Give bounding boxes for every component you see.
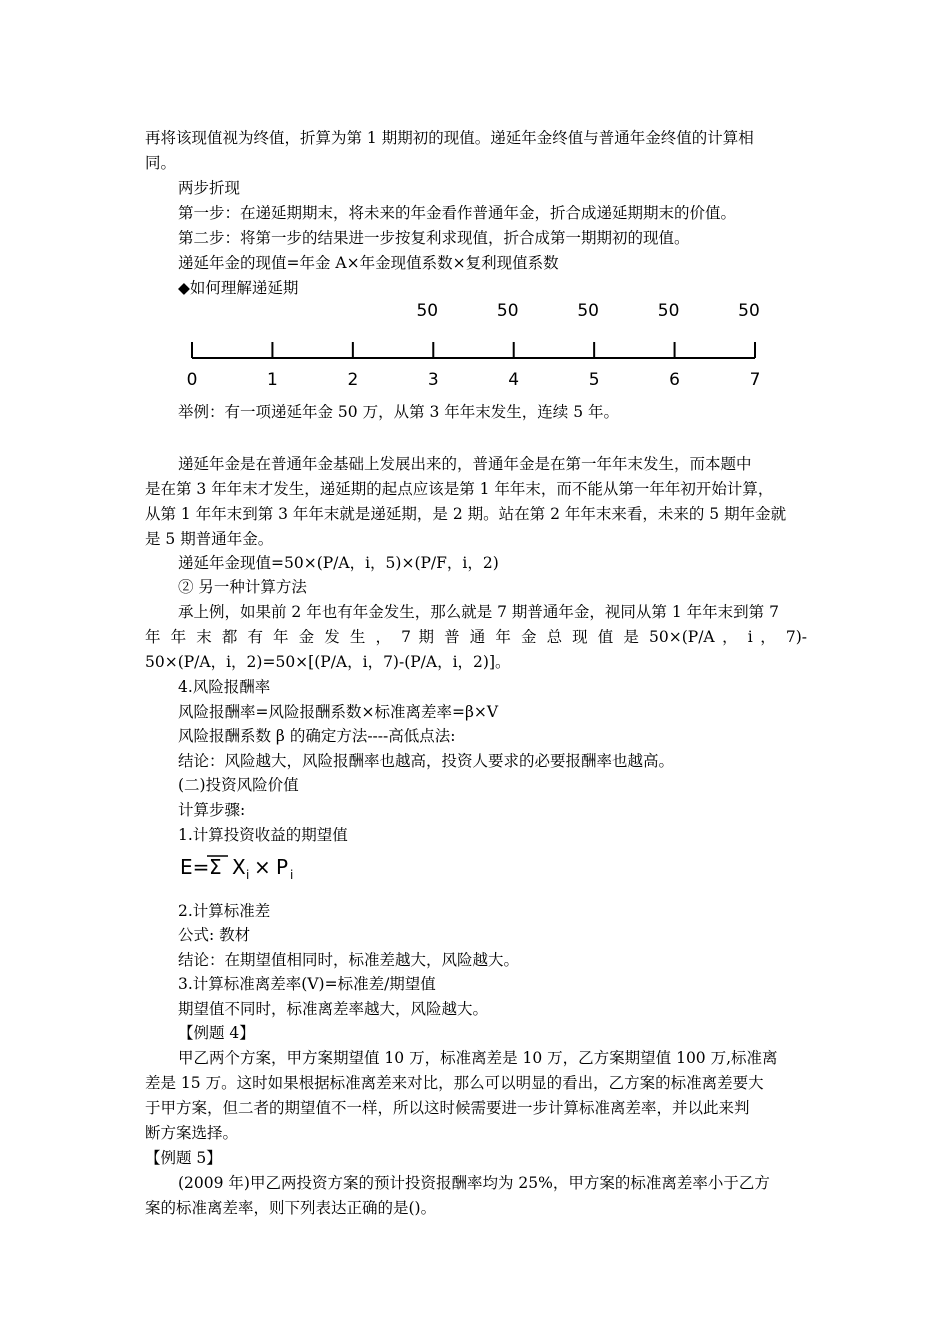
example-heading: 【例题 5】 bbox=[145, 1149, 222, 1167]
paragraph-line: 期望值不同时，标准离差率越大，风险越大。 bbox=[178, 1000, 489, 1018]
paragraph-line: 再将该现值视为终值，折算为第 1 期期初的现值。递延年金终值与普通年金终值的计算相 bbox=[145, 129, 754, 147]
paragraph-line: 递延年金是在普通年金基础上发展出来的，普通年金是在第一年年末发生，而本题中 bbox=[178, 455, 752, 473]
timeline-period-label: 2 bbox=[347, 370, 359, 390]
timeline-period-label: 3 bbox=[427, 370, 439, 390]
section-heading: 4.风险报酬率 bbox=[178, 678, 271, 696]
formula-p: P bbox=[276, 855, 289, 879]
paragraph-line: 从第 1 年年末到第 3 年年末就是递延期，是 2 期。站在第 2 年年末来看，未来的 5 期年金就 bbox=[145, 505, 787, 523]
timeline-period-label: 5 bbox=[588, 370, 600, 390]
paragraph-line: 2.计算标准差 bbox=[178, 902, 271, 920]
timeline-period-label: 7 bbox=[749, 370, 761, 390]
paragraph-line: 举例：有一项递延年金 50 万，从第 3 年年末发生，连续 5 年。 bbox=[178, 403, 620, 421]
example-heading: 【例题 4】 bbox=[178, 1024, 255, 1042]
timeline-period-label: 4 bbox=[508, 370, 520, 390]
section-heading: (二)投资风险价值 bbox=[178, 776, 299, 794]
paragraph-line: 结论：在期望值相同时，标准差越大，风险越大。 bbox=[178, 951, 520, 969]
paragraph-line: 甲乙两个方案，甲方案期望值 10 万，标准离差是 10 万，乙方案期望值 100 万,标准离 bbox=[178, 1049, 778, 1067]
formula-times: × bbox=[254, 855, 271, 879]
paragraph-line: 是在第 3 年年末才发生，递延期的起点应该是第 1 年年末，而不能从第一年年初开始计算， bbox=[145, 480, 774, 498]
expected-value-formula bbox=[180, 850, 310, 886]
formula-lhs: E= bbox=[180, 855, 210, 879]
paragraph-line: 风险报酬率=风险报酬系数×标准离差率=β×V bbox=[178, 703, 499, 721]
timeline-period-label: 0 bbox=[186, 370, 198, 390]
paragraph-line: 断方案选择。 bbox=[145, 1124, 239, 1142]
formula-x-subscript: i bbox=[246, 868, 250, 882]
paragraph-line: 第二步：将第一步的结果进一步按复利求现值，折合成第一期期初的现值。 bbox=[178, 229, 690, 247]
deferral-timeline-diagram bbox=[175, 296, 775, 396]
paragraph-line: ② 另一种计算方法 bbox=[178, 578, 307, 596]
bullet-heading: ◆如何理解递延期 bbox=[178, 279, 299, 297]
paragraph-line: 是 5 期普通年金。 bbox=[145, 530, 274, 548]
paragraph-line: 年 年 末 都 有 年 金 发 生 ， 7 期 普 通 年 金 总 现 值 是 50×(P/A ， i ， 7)- bbox=[145, 628, 807, 646]
paragraph-line: 同。 bbox=[145, 154, 177, 172]
paragraph-line: 差是 15 万。这时如果根据标准离差来对比，那么可以明显的看出，乙方案的标准离差要大 bbox=[145, 1074, 764, 1092]
timeline-period-label: 6 bbox=[669, 370, 680, 390]
paragraph-line: 3.计算标准离差率(V)=标准差/期望值 bbox=[178, 975, 436, 993]
timeline-period-label: 1 bbox=[267, 370, 278, 390]
paragraph-line: 风险报酬系数 β 的确定方法----高低点法: bbox=[178, 727, 456, 745]
paragraph-line: 第一步：在递延期期末，将未来的年金看作普通年金，折合成递延期期末的价值。 bbox=[178, 204, 737, 222]
paragraph-line: 计算步骤: bbox=[178, 801, 246, 819]
paragraph-line: 1.计算投资收益的期望值 bbox=[178, 826, 348, 844]
formula-sum-symbol: Σ bbox=[209, 855, 222, 879]
paragraph-line: 结论：风险越大，风险报酬率也越高，投资人要求的必要报酬率也越高。 bbox=[178, 752, 675, 770]
paragraph-line: 公式: 教材 bbox=[178, 926, 251, 944]
formula-x: X bbox=[232, 855, 246, 879]
paragraph-line: 50×(P/A，i，2)=50×[(P/A，i，7)-(P/A，i，2)]。 bbox=[145, 653, 511, 671]
paragraph-line: 两步折现 bbox=[178, 179, 241, 197]
paragraph-line: 承上例，如果前 2 年也有年金发生，那么就是 7 期普通年金，视同从第 1 年年末到第 7 bbox=[178, 603, 779, 621]
timeline-payment-label: 50 bbox=[738, 301, 760, 321]
paragraph-line: 案的标准离差率，则下列表达正确的是()。 bbox=[145, 1199, 437, 1217]
paragraph-line: 于甲方案，但二者的期望值不一样，所以这时候需要进一步计算标准离差率，并以此来判 bbox=[145, 1099, 750, 1117]
timeline-payment-label: 50 bbox=[657, 301, 680, 321]
timeline-payment-label: 50 bbox=[416, 301, 439, 321]
timeline-payment-label: 50 bbox=[577, 301, 599, 321]
paragraph-line: 递延年金的现值=年金 A×年金现值系数×复利现值系数 bbox=[178, 254, 559, 272]
formula-p-subscript: i bbox=[290, 868, 294, 882]
paragraph-line: (2009 年)甲乙两投资方案的预计投资报酬率均为 25%，甲方案的标准离差率小于乙方 bbox=[178, 1174, 770, 1192]
paragraph-line: 递延年金现值=50×(P/A，i，5)×(P/F，i，2) bbox=[178, 554, 499, 572]
timeline-payment-label: 50 bbox=[496, 301, 519, 321]
